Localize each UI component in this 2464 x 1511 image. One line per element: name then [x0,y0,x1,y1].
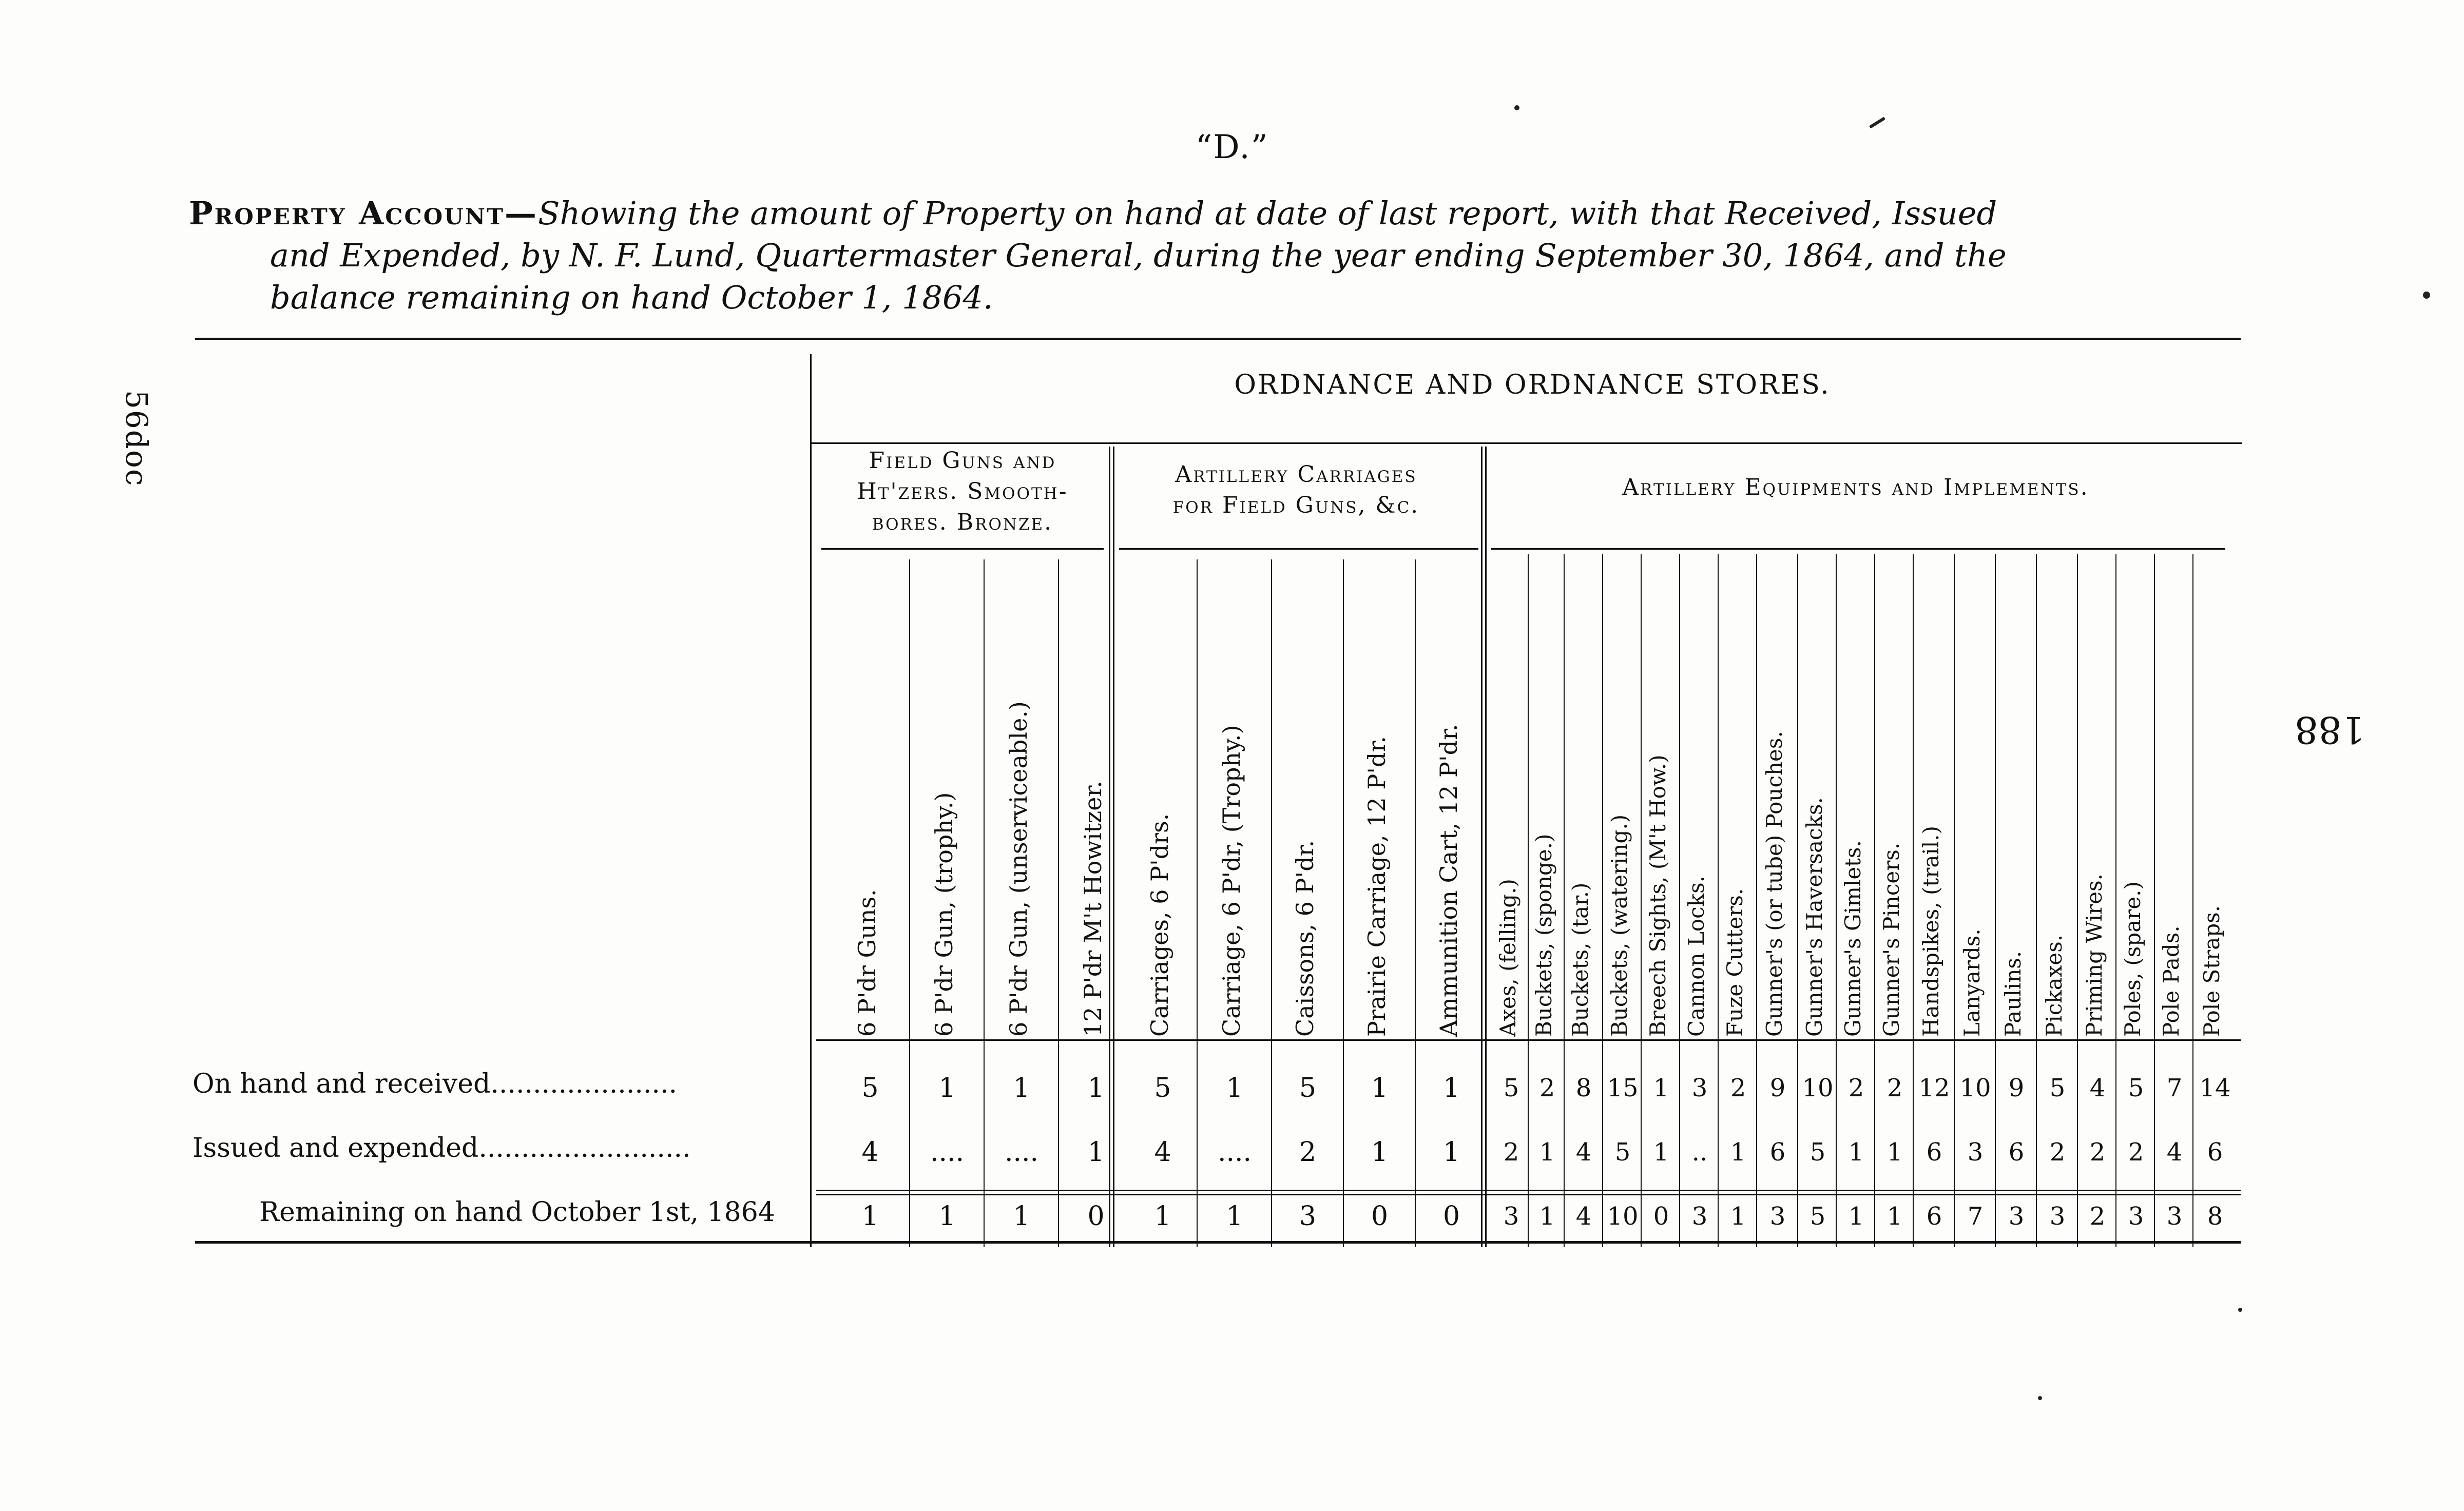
column-header-label: Buckets, (watering.) [1607,814,1632,1037]
table-cell: 1 [938,1201,956,1232]
table-cell: 9 [1769,1074,1786,1102]
table-cell: 2 [2089,1138,2106,1167]
table-cell: 2 [2128,1138,2144,1167]
section-rule [810,442,2242,444]
column-header-label: Ammunition Cart, 12 P'dr. [1435,724,1462,1037]
page-number: 188 [2295,708,2365,751]
top-rule [195,338,2241,340]
table-cell: 1 [1442,1073,1460,1103]
column-divider [1954,554,1955,1247]
column-header-label: Poles, (spare.) [2120,881,2145,1037]
column-header [1799,554,1836,1037]
column-header [2194,554,2236,1037]
column-divider [1415,559,1416,1247]
column-header [1956,554,1995,1037]
table-cell: 1 [1653,1074,1669,1102]
group-header [1486,472,2225,503]
table-cell: 0 [1653,1202,1669,1231]
column-header-label: Prairie Carriage, 12 P'dr. [1363,735,1391,1037]
table-cell: 3 [2049,1202,2066,1231]
column-header [986,554,1057,1037]
table-cell: .... [930,1137,965,1168]
speck [1514,105,1519,110]
table-cell: 4 [1575,1202,1592,1231]
table-cell: 5 [1810,1202,1826,1231]
table-cell: 5 [2049,1074,2066,1102]
column-divider [1797,554,1798,1247]
table-cell: 1 [1371,1073,1389,1103]
title-line-3: balance remaining on hand October 1, 1864. [270,279,993,316]
leader-dots: ...................... [490,1069,678,1099]
table-cell: 0 [1087,1201,1105,1232]
column-header [911,554,983,1037]
column-header [1643,554,1680,1037]
column-header-label: Pole Pads. [2159,925,2184,1037]
group-header-line: Ht'zers. Smooth- [857,478,1068,505]
column-header-label: Gunner's Pincers. [1879,842,1904,1037]
table-cell: 10 [1959,1074,1991,1102]
column-header-label: Axes, (felling.) [1495,879,1520,1037]
bottom-rule [195,1241,2241,1244]
table-cell: 3 [1691,1074,1708,1102]
table-cell: 1 [1087,1137,1105,1168]
column-divider [909,559,910,1247]
table-cell: 12 [1918,1074,1950,1102]
row-label [259,1197,775,1228]
row-label-text: Issued and expended [192,1133,479,1164]
column-header [2079,554,2116,1037]
speck [2238,1308,2242,1312]
table-cell: 9 [2008,1074,2025,1102]
table-cell: 1 [1539,1138,1555,1167]
column-header [1604,554,1641,1037]
header-rule [816,1039,2241,1041]
column-header-label: Pickaxes. [2042,934,2067,1037]
column-header-label: Buckets, (sponge.) [1531,834,1556,1037]
table-cell: 1 [1653,1138,1669,1167]
column-header-label: Gunner's (or tube) Pouches. [1762,731,1787,1037]
column-header-label: Paulins. [2000,951,2026,1037]
column-header [2118,554,2154,1037]
title-line-1: Showing the amount of Property on hand at date of last report, with that Received, Issued [538,195,1997,232]
leader-dots: ......................... [478,1133,691,1164]
table-cell: 2 [1848,1074,1864,1102]
column-header-label: Buckets, (tar.) [1568,882,1593,1037]
table-cell: 3 [1967,1138,1984,1167]
table-cell: 1 [1371,1137,1389,1168]
column-header [2038,554,2077,1037]
group-header-line: Artillery Carriages [1175,461,1417,488]
column-header-label: Lanyards. [1959,928,1985,1037]
table-cell: 4 [2089,1074,2106,1102]
column-header [1720,554,1757,1037]
table-cell: 1 [1226,1201,1243,1232]
column-divider [2077,554,2078,1247]
column-header-label: Handspikes, (trail.) [1918,825,1943,1037]
column-header-label: 6 P'dr Gun, (unserviceable.) [1005,701,1032,1037]
table-cell: 2 [2049,1138,2066,1167]
table-cell: 4 [1154,1137,1171,1168]
column-header [2156,554,2193,1037]
table-cell: 1 [1154,1201,1171,1232]
column-divider [1058,559,1059,1247]
column-divider [984,559,985,1247]
column-header [1530,554,1565,1037]
column-header-label: Breech Sights, (M't How.) [1645,754,1670,1037]
table-cell: 5 [1614,1138,1631,1167]
row-label [192,1069,677,1099]
column-header-label: Carriages, 6 P'drs. [1146,813,1173,1037]
table-cell: 6 [2207,1138,2223,1167]
column-divider [1197,559,1198,1247]
table-cell: 3 [2166,1202,2183,1231]
table-cell: 5 [2128,1074,2144,1102]
row-label-text: Remaining on hand October 1st, 1864 [259,1197,775,1228]
column-divider [1995,554,1996,1247]
total-rule [816,1194,2241,1195]
speck [2038,1396,2042,1400]
table-cell: 2 [1503,1138,1519,1167]
table-cell: 10 [1802,1074,1834,1102]
table-cell: 2 [1886,1074,1903,1102]
table-cell: 2 [1299,1137,1317,1168]
column-header-label: Fuze Cutters. [1722,888,1747,1037]
title-line-2: and Expended, by N. F. Lund, Quartermaster General, during the year ending September 30, 1864, and the [270,237,2007,274]
column-header-label: Caissons, 6 P'dr. [1291,840,1319,1037]
column-header [1129,554,1196,1037]
document-title [189,192,2253,319]
column-header-label: Gunner's Gimlets. [1840,840,1865,1037]
column-header [1273,554,1342,1037]
table-cell: 3 [2008,1202,2025,1231]
table-cell: 8 [2207,1202,2223,1231]
table-cell: 10 [1607,1202,1639,1231]
table-cell: 8 [1575,1074,1592,1102]
group-header-line: bores. Bronze. [872,509,1053,535]
table-cell: 4 [2166,1138,2183,1167]
column-divider [1271,559,1272,1247]
table-cell: 0 [1371,1201,1389,1232]
column-header-label: Gunner's Haversacks. [1802,797,1827,1037]
table-cell: 1 [1013,1073,1030,1103]
column-header [1494,554,1529,1037]
group-underline [821,548,1104,550]
table-cell: .... [1217,1137,1252,1168]
table-cell: 7 [1967,1202,1984,1231]
column-header [1199,554,1270,1037]
table-cell: 2 [2089,1202,2106,1231]
table-cell: 3 [1503,1202,1519,1231]
table-cell: 2 [1539,1074,1555,1102]
document-id: 56doc [119,390,154,487]
table-cell: 1 [1886,1138,1903,1167]
column-header-label: 6 P'dr Gun, (trophy.) [930,792,958,1037]
table-left-rule [810,354,812,1247]
column-header [1915,554,1954,1037]
table-cell: 1 [1730,1202,1746,1231]
table-cell: 5 [1503,1074,1519,1102]
table-cell: 6 [1769,1138,1786,1167]
column-header [1758,554,1797,1037]
column-header [1060,554,1132,1037]
speck [2423,292,2430,299]
table-cell: 6 [1926,1202,1942,1231]
column-header [1997,554,2036,1037]
section-title: ORDNANCE AND ORDNANCE STORES. [1234,370,1831,400]
column-header [1876,554,1913,1037]
table-cell: 2 [1730,1074,1746,1102]
column-header-label: 6 P'dr Guns. [853,889,881,1037]
table-cell: 1 [1848,1138,1864,1167]
speck [1869,117,1885,128]
group-underline [1491,548,2225,550]
table-cell: 1 [1442,1137,1460,1168]
table-cell: 1 [1730,1138,1746,1167]
column-header [834,554,906,1037]
column-header-label: Pole Straps. [2199,905,2224,1037]
table-cell: 14 [2199,1074,2231,1102]
table-cell: 4 [861,1137,879,1168]
table-cell: 5 [861,1073,879,1103]
table-cell: 15 [1607,1074,1639,1102]
table-cell: 6 [2008,1138,2025,1167]
table-cell: 3 [1299,1201,1317,1232]
table-cell: 5 [1810,1138,1826,1167]
column-header [1345,554,1414,1037]
column-header [1566,554,1602,1037]
group-header-line: for Field Guns, &c. [1172,492,1420,518]
table-cell: 6 [1926,1138,1942,1167]
group-header-line: Field Guns and [869,448,1056,474]
table-cell: 4 [1575,1138,1592,1167]
row-label [192,1133,691,1164]
table-cell: 5 [1299,1073,1317,1103]
table-cell: .. [1691,1138,1708,1167]
group-underline [1119,548,1478,550]
column-header-label: Cannon Locks. [1684,875,1709,1037]
column-divider [1343,559,1344,1247]
table-cell: 3 [2128,1202,2144,1231]
group-header [1116,459,1476,521]
column-divider [2036,554,2037,1247]
table-cell: 1 [861,1201,879,1232]
group-header [816,445,1109,538]
table-cell: 3 [1769,1202,1786,1231]
group-header-line: Artillery Equipments and Implements. [1622,474,2089,500]
column-header [1838,554,1875,1037]
title-lead: Property Account— [189,195,538,232]
table-cell: 1 [1848,1202,1864,1231]
total-rule [816,1190,2241,1191]
table-cell: 7 [2166,1074,2183,1102]
row-label-text: On hand and received [192,1069,491,1099]
table-cell: 0 [1442,1201,1460,1232]
table-cell: 5 [1154,1073,1171,1103]
table-cell: 1 [1226,1073,1243,1103]
table-cell: 3 [1691,1202,1708,1231]
column-header-label: Priming Wires. [2082,873,2107,1037]
column-header-label: Carriage, 6 P'dr, (Trophy.) [1218,725,1245,1037]
column-divider [1602,554,1603,1247]
column-header [1681,554,1718,1037]
table-cell: 1 [1886,1202,1903,1231]
table-cell: 1 [1013,1201,1030,1232]
section-letter: “D.” [1195,128,1269,166]
table-cell: 1 [938,1073,956,1103]
table-cell: 1 [1087,1073,1105,1103]
table-cell: 1 [1539,1202,1555,1231]
column-header-label: 12 P'dr M't Howitzer. [1079,780,1107,1037]
table-cell: .... [1004,1137,1039,1168]
column-header [1417,554,1486,1037]
